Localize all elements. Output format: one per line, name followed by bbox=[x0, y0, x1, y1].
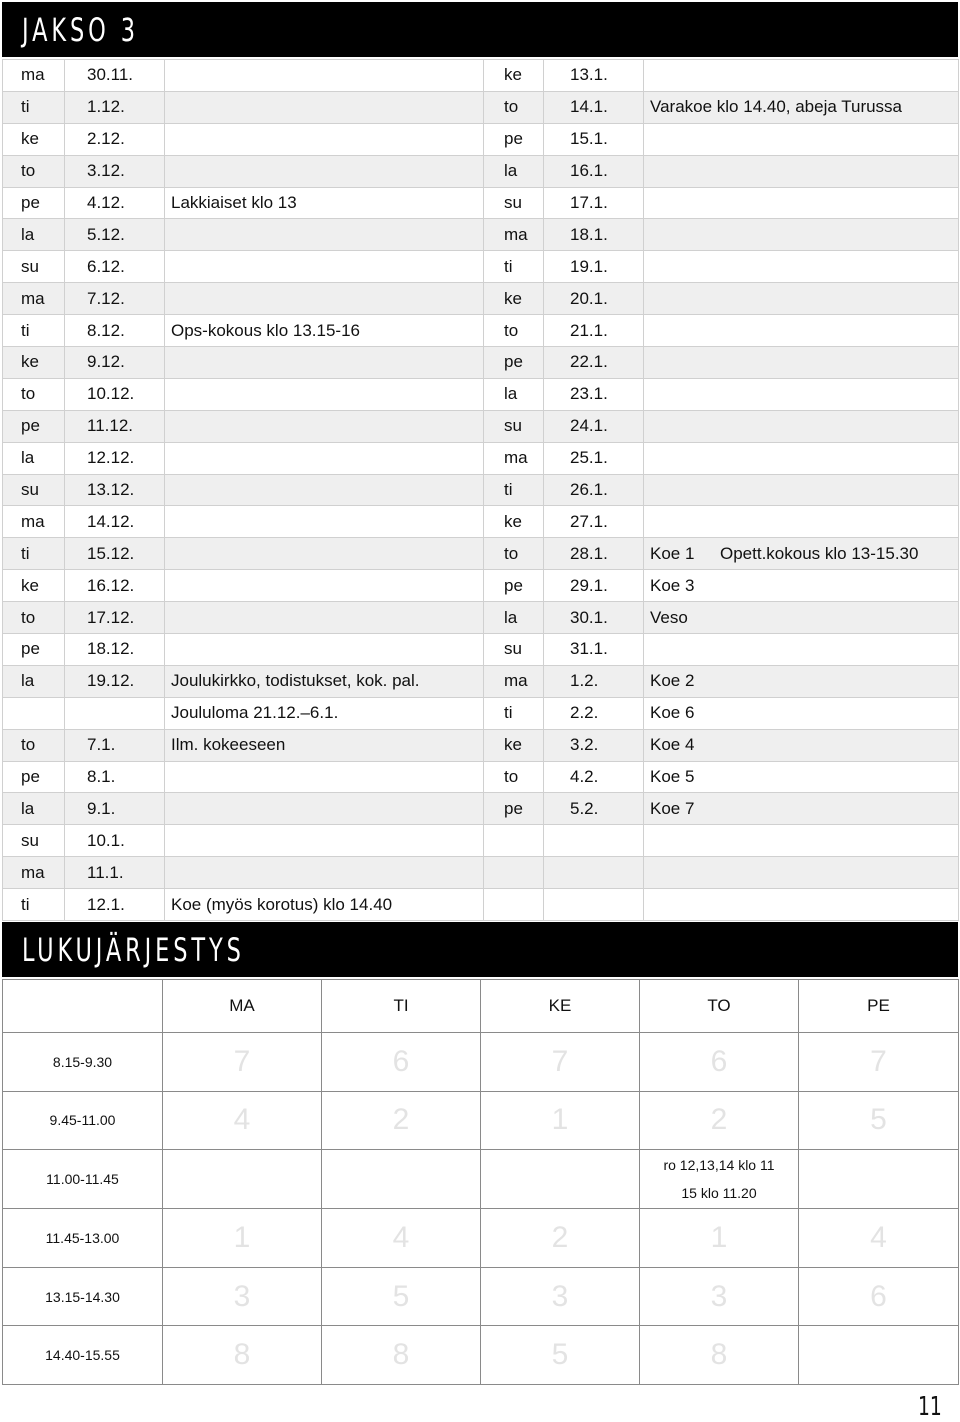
calendar-row bbox=[3, 155, 959, 187]
day-cell: ke bbox=[484, 506, 544, 538]
calendar-row bbox=[3, 889, 959, 921]
day-cell: su bbox=[3, 825, 65, 857]
timetable-title: LUKUJÄRJESTYS bbox=[22, 931, 245, 969]
note-cell bbox=[165, 538, 484, 570]
date-cell: 31.1. bbox=[544, 634, 644, 666]
date-cell: 5.12. bbox=[65, 219, 165, 251]
calendar-row bbox=[3, 91, 959, 123]
day-cell: ma bbox=[3, 857, 65, 889]
day-cell: ti bbox=[3, 889, 65, 921]
note-cell bbox=[644, 347, 959, 379]
section-header-jakso bbox=[2, 2, 958, 57]
date-cell: 14.1. bbox=[544, 91, 644, 123]
day-cell: pe bbox=[3, 761, 65, 793]
date-cell: 7.1. bbox=[65, 729, 165, 761]
day-cell: pe bbox=[3, 634, 65, 666]
course-cell: 1 bbox=[481, 1091, 640, 1150]
day-cell bbox=[484, 825, 544, 857]
day-cell: su bbox=[484, 187, 544, 219]
calendar-row bbox=[3, 474, 959, 506]
date-cell: 6.12. bbox=[65, 251, 165, 283]
day-cell: to bbox=[3, 729, 65, 761]
note-cell bbox=[644, 634, 959, 666]
day-cell: ti bbox=[3, 538, 65, 570]
calendar-row bbox=[3, 187, 959, 219]
course-cell: 6 bbox=[799, 1267, 959, 1326]
calendar-row bbox=[3, 506, 959, 538]
course-cell: 2 bbox=[640, 1091, 799, 1150]
timetable-corner bbox=[3, 980, 163, 1033]
slot-time: 14.40-15.55 bbox=[3, 1326, 163, 1385]
note-cell bbox=[165, 347, 484, 379]
day-cell: ma bbox=[3, 60, 65, 92]
day-cell: ti bbox=[484, 474, 544, 506]
lunch-note-line: ro 12,13,14 klo 11 bbox=[663, 1157, 775, 1174]
page-number: 11 bbox=[918, 1392, 942, 1422]
date-cell: 13.12. bbox=[65, 474, 165, 506]
day-header: PE bbox=[799, 980, 959, 1033]
date-cell: 17.12. bbox=[65, 602, 165, 634]
note-cell bbox=[644, 889, 959, 921]
course-cell: 3 bbox=[163, 1267, 322, 1326]
timetable bbox=[2, 979, 959, 1385]
day-cell: to bbox=[484, 761, 544, 793]
day-cell: pe bbox=[484, 793, 544, 825]
note-cell bbox=[165, 442, 484, 474]
day-cell: to bbox=[3, 602, 65, 634]
note-cell: Koe 1 Opett.kokous klo 13-15.30 bbox=[644, 538, 959, 570]
day-cell: su bbox=[484, 410, 544, 442]
date-cell: 15.12. bbox=[65, 538, 165, 570]
note-cell: Koe 7 bbox=[644, 793, 959, 825]
note-cell bbox=[165, 378, 484, 410]
day-cell: ti bbox=[484, 251, 544, 283]
note-cell bbox=[165, 570, 484, 602]
date-cell: 12.12. bbox=[65, 442, 165, 474]
slot-time: 13.15-14.30 bbox=[3, 1267, 163, 1326]
note-cell: Varakoe klo 14.40, abeja Turussa bbox=[644, 91, 959, 123]
note-cell bbox=[644, 474, 959, 506]
empty-cell bbox=[799, 1150, 959, 1209]
lunch-note-cell bbox=[640, 1150, 799, 1209]
date-cell: 14.12. bbox=[65, 506, 165, 538]
day-cell: pe bbox=[3, 410, 65, 442]
date-cell: 10.1. bbox=[65, 825, 165, 857]
date-cell: 24.1. bbox=[544, 410, 644, 442]
empty-cell bbox=[481, 1150, 640, 1209]
course-cell: 1 bbox=[640, 1209, 799, 1268]
calendar-row bbox=[3, 315, 959, 347]
day-cell: la bbox=[484, 602, 544, 634]
course-cell: 4 bbox=[322, 1209, 481, 1268]
note-cell bbox=[165, 283, 484, 315]
date-cell: 22.1. bbox=[544, 347, 644, 379]
date-cell: 20.1. bbox=[544, 283, 644, 315]
calendar-row bbox=[3, 729, 959, 761]
date-cell: 25.1. bbox=[544, 442, 644, 474]
note-cell bbox=[165, 761, 484, 793]
calendar-row bbox=[3, 602, 959, 634]
note-cell bbox=[644, 155, 959, 187]
day-header: TO bbox=[640, 980, 799, 1033]
note-cell: Veso bbox=[644, 602, 959, 634]
day-cell bbox=[484, 857, 544, 889]
course-cell: 5 bbox=[481, 1326, 640, 1385]
note-cell: Joulukirkko, todistukset, kok. pal. bbox=[165, 665, 484, 697]
meeting-note: Opett.kokous klo 13-15.30 bbox=[720, 544, 919, 564]
day-cell: la bbox=[3, 442, 65, 474]
note-cell bbox=[644, 506, 959, 538]
section-header-lukujarjestys bbox=[2, 922, 958, 977]
date-cell: 4.12. bbox=[65, 187, 165, 219]
date-cell: 7.12. bbox=[65, 283, 165, 315]
date-cell: 26.1. bbox=[544, 474, 644, 506]
calendar-row bbox=[3, 410, 959, 442]
course-cell: 2 bbox=[322, 1091, 481, 1150]
note-cell bbox=[165, 793, 484, 825]
calendar-row bbox=[3, 347, 959, 379]
date-cell: 18.1. bbox=[544, 219, 644, 251]
date-cell: 15.1. bbox=[544, 123, 644, 155]
day-cell: pe bbox=[3, 187, 65, 219]
day-cell: su bbox=[3, 251, 65, 283]
note-cell bbox=[165, 155, 484, 187]
note-cell bbox=[165, 634, 484, 666]
note-cell: Koe 5 bbox=[644, 761, 959, 793]
empty-cell bbox=[322, 1150, 481, 1209]
empty-cell bbox=[163, 1150, 322, 1209]
date-cell: 4.2. bbox=[544, 761, 644, 793]
note-cell: Ops-kokous klo 13.15-16 bbox=[165, 315, 484, 347]
day-cell: ma bbox=[484, 442, 544, 474]
day-cell: ti bbox=[484, 697, 544, 729]
date-cell: 8.1. bbox=[65, 761, 165, 793]
timetable-header-row bbox=[3, 980, 959, 1033]
date-cell: 30.1. bbox=[544, 602, 644, 634]
calendar-row bbox=[3, 697, 959, 729]
date-cell: 9.12. bbox=[65, 347, 165, 379]
note-cell bbox=[165, 474, 484, 506]
note-cell bbox=[165, 857, 484, 889]
day-cell: ti bbox=[3, 315, 65, 347]
note-cell bbox=[165, 602, 484, 634]
calendar-row bbox=[3, 857, 959, 889]
day-cell: ke bbox=[3, 123, 65, 155]
note-cell: Joululoma 21.12.–6.1. bbox=[165, 697, 484, 729]
note-cell bbox=[644, 378, 959, 410]
day-cell: la bbox=[484, 378, 544, 410]
timetable-row bbox=[3, 1033, 959, 1092]
date-cell: 2.12. bbox=[65, 123, 165, 155]
slot-time: 11.45-13.00 bbox=[3, 1209, 163, 1268]
calendar-row bbox=[3, 283, 959, 315]
date-cell: 19.1. bbox=[544, 251, 644, 283]
day-cell: to bbox=[484, 538, 544, 570]
note-cell bbox=[165, 410, 484, 442]
timetable-row bbox=[3, 1326, 959, 1385]
section-title: JAKSO 3 bbox=[22, 11, 139, 49]
note-cell bbox=[644, 283, 959, 315]
day-cell: la bbox=[3, 793, 65, 825]
course-cell: 8 bbox=[640, 1326, 799, 1385]
day-cell: to bbox=[484, 315, 544, 347]
course-cell: 3 bbox=[640, 1267, 799, 1326]
calendar-row bbox=[3, 538, 959, 570]
course-cell bbox=[799, 1326, 959, 1385]
date-cell: 1.2. bbox=[544, 665, 644, 697]
note-cell bbox=[165, 219, 484, 251]
day-cell bbox=[484, 889, 544, 921]
date-cell: 11.12. bbox=[65, 410, 165, 442]
note-cell bbox=[644, 60, 959, 92]
note-cell bbox=[165, 506, 484, 538]
calendar-row bbox=[3, 219, 959, 251]
note-cell bbox=[165, 251, 484, 283]
calendar-row bbox=[3, 825, 959, 857]
day-cell: ke bbox=[3, 570, 65, 602]
calendar-row bbox=[3, 378, 959, 410]
course-cell: 2 bbox=[481, 1209, 640, 1268]
date-cell: 5.2. bbox=[544, 793, 644, 825]
date-cell: 18.12. bbox=[65, 634, 165, 666]
calendar-row bbox=[3, 634, 959, 666]
day-cell: ma bbox=[484, 219, 544, 251]
day-cell: ma bbox=[484, 665, 544, 697]
date-cell: 17.1. bbox=[544, 187, 644, 219]
date-cell: 30.11. bbox=[65, 60, 165, 92]
day-header: KE bbox=[481, 980, 640, 1033]
calendar-row bbox=[3, 793, 959, 825]
date-cell: 3.2. bbox=[544, 729, 644, 761]
day-cell bbox=[3, 697, 65, 729]
note-cell bbox=[165, 123, 484, 155]
course-cell: 5 bbox=[322, 1267, 481, 1326]
date-cell: 9.1. bbox=[65, 793, 165, 825]
day-cell: su bbox=[484, 634, 544, 666]
note-cell bbox=[165, 825, 484, 857]
note-cell bbox=[165, 60, 484, 92]
note-cell bbox=[644, 315, 959, 347]
course-cell: 4 bbox=[163, 1091, 322, 1150]
course-cell: 4 bbox=[799, 1209, 959, 1268]
day-cell: to bbox=[3, 378, 65, 410]
course-cell: 3 bbox=[481, 1267, 640, 1326]
day-cell: ti bbox=[3, 91, 65, 123]
lunch-note-line: 15 klo 11.20 bbox=[681, 1185, 757, 1202]
calendar-row bbox=[3, 665, 959, 697]
date-cell: 19.12. bbox=[65, 665, 165, 697]
note-cell bbox=[644, 825, 959, 857]
calendar-row bbox=[3, 442, 959, 474]
day-header: MA bbox=[163, 980, 322, 1033]
day-cell: la bbox=[484, 155, 544, 187]
date-cell: 29.1. bbox=[544, 570, 644, 602]
course-cell: 8 bbox=[322, 1326, 481, 1385]
date-cell: 13.1. bbox=[544, 60, 644, 92]
day-cell: la bbox=[3, 219, 65, 251]
day-cell: pe bbox=[484, 570, 544, 602]
date-cell bbox=[65, 697, 165, 729]
day-cell: ke bbox=[484, 729, 544, 761]
date-cell: 2.2. bbox=[544, 697, 644, 729]
day-cell: ke bbox=[484, 283, 544, 315]
note-cell: Lakkiaiset klo 13 bbox=[165, 187, 484, 219]
course-cell: 7 bbox=[163, 1033, 322, 1092]
day-cell: to bbox=[484, 91, 544, 123]
calendar-row bbox=[3, 251, 959, 283]
calendar-row bbox=[3, 570, 959, 602]
note-cell bbox=[644, 219, 959, 251]
day-cell: la bbox=[3, 665, 65, 697]
course-cell: 8 bbox=[163, 1326, 322, 1385]
note-cell bbox=[644, 187, 959, 219]
timetable-row bbox=[3, 1091, 959, 1150]
date-cell: 23.1. bbox=[544, 378, 644, 410]
date-cell: 21.1. bbox=[544, 315, 644, 347]
slot-time: 8.15-9.30 bbox=[3, 1033, 163, 1092]
timetable-row bbox=[3, 1267, 959, 1326]
date-cell: 11.1. bbox=[65, 857, 165, 889]
calendar-row bbox=[3, 60, 959, 92]
calendar-row bbox=[3, 123, 959, 155]
note-cell: Koe (myös korotus) klo 14.40 bbox=[165, 889, 484, 921]
course-cell: 6 bbox=[322, 1033, 481, 1092]
course-cell: 7 bbox=[799, 1033, 959, 1092]
day-cell: pe bbox=[484, 347, 544, 379]
date-cell: 16.12. bbox=[65, 570, 165, 602]
date-cell: 8.12. bbox=[65, 315, 165, 347]
day-cell: su bbox=[3, 474, 65, 506]
day-cell: ke bbox=[3, 347, 65, 379]
note-cell bbox=[644, 857, 959, 889]
timetable-row bbox=[3, 1209, 959, 1268]
date-cell bbox=[544, 825, 644, 857]
date-cell: 10.12. bbox=[65, 378, 165, 410]
note-cell: Koe 3 bbox=[644, 570, 959, 602]
date-cell: 1.12. bbox=[65, 91, 165, 123]
day-header: TI bbox=[322, 980, 481, 1033]
course-cell: 1 bbox=[163, 1209, 322, 1268]
day-cell: to bbox=[3, 155, 65, 187]
date-cell: 3.12. bbox=[65, 155, 165, 187]
note-cell: Ilm. kokeeseen bbox=[165, 729, 484, 761]
timetable-row-lunch bbox=[3, 1150, 959, 1209]
note-cell bbox=[644, 251, 959, 283]
day-cell: ma bbox=[3, 506, 65, 538]
course-cell: 6 bbox=[640, 1033, 799, 1092]
day-cell: pe bbox=[484, 123, 544, 155]
date-cell: 27.1. bbox=[544, 506, 644, 538]
date-cell: 28.1. bbox=[544, 538, 644, 570]
calendar-row bbox=[3, 761, 959, 793]
note-cell: Koe 4 bbox=[644, 729, 959, 761]
note-cell bbox=[644, 410, 959, 442]
note-cell: Koe 6 bbox=[644, 697, 959, 729]
date-cell: 16.1. bbox=[544, 155, 644, 187]
date-cell: 12.1. bbox=[65, 889, 165, 921]
slot-time: 9.45-11.00 bbox=[3, 1091, 163, 1150]
note-cell: Koe 2 bbox=[644, 665, 959, 697]
date-cell bbox=[544, 889, 644, 921]
course-cell: 7 bbox=[481, 1033, 640, 1092]
date-cell bbox=[544, 857, 644, 889]
course-cell: 5 bbox=[799, 1091, 959, 1150]
slot-time: 11.00-11.45 bbox=[3, 1150, 163, 1209]
note-cell bbox=[165, 91, 484, 123]
day-cell: ke bbox=[484, 60, 544, 92]
calendar-table bbox=[2, 59, 959, 921]
day-cell: ma bbox=[3, 283, 65, 315]
note-cell bbox=[644, 442, 959, 474]
note-cell bbox=[644, 123, 959, 155]
